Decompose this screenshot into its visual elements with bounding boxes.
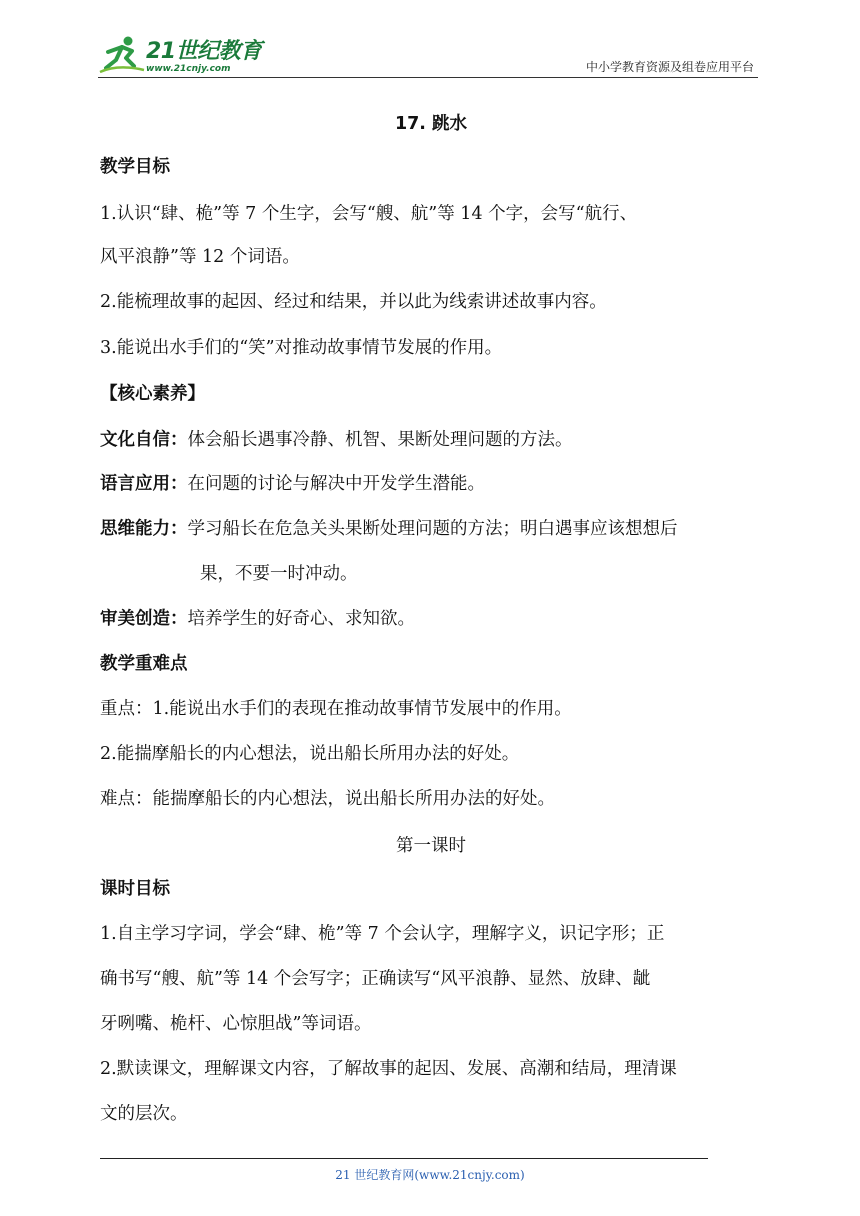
footer-divider xyxy=(100,1158,708,1159)
core-4-text: 培养学生的好奇心、求知欲。 xyxy=(187,609,415,629)
lesson-goal-1-line-1: 1.自主学习字词，学会“肆、桅”等 7 个会认字，理解字义，识记字形；正 xyxy=(100,924,665,944)
core-item-1 xyxy=(100,428,573,452)
core-3-label: 思维能力： xyxy=(100,519,188,539)
lesson-goal-1-line-3: 牙咧嘴、桅杆、心惊胆战”等词语。 xyxy=(100,1014,372,1034)
core-item-2 xyxy=(100,472,485,496)
logo-url: www.21cnjy.com xyxy=(146,64,231,74)
goal-1-line-2: 风平浪静”等 12 个词语。 xyxy=(100,247,300,267)
core-1-text: 体会船长遇事冷静、机智、果断处理问题的方法。 xyxy=(187,430,573,450)
key-point-1: 重点：1.能说出水手们的表现在推动故事情节发展中的作用。 xyxy=(100,699,572,719)
lesson-goals-heading: 课时目标 xyxy=(100,879,170,899)
core-3-text-line-2: 果，不要一时冲动。 xyxy=(200,564,358,584)
lesson-goal-1-line-2: 确书写“艘、航”等 14 个会写字；正确读写“风平浪静、显然、放肆、龇 xyxy=(100,969,651,989)
goal-2: 2.能梳理故事的起因、经过和结果，并以此为线索讲述故事内容。 xyxy=(100,292,607,312)
core-2-label: 语言应用： xyxy=(100,474,188,494)
platform-label: 中小学教育资源及组卷应用平台 xyxy=(585,60,754,74)
core-3-text-line-1: 学习船长在危急关头果断处理问题的方法；明白遇事应该想想后 xyxy=(187,519,678,539)
goal-1-line-1: 1.认识“肆、桅”等 7 个生字，会写“艘、航”等 14 个字，会写“航行、 xyxy=(100,204,638,224)
core-1-label: 文化自信： xyxy=(100,430,188,450)
footer-text: 21 世纪教育网(www.21cnjy.com) xyxy=(335,1168,525,1182)
core-4-label: 审美创造： xyxy=(100,609,188,629)
logo-text: 21世纪教育 xyxy=(146,39,262,64)
lesson-title: 17. 跳水 xyxy=(394,114,468,134)
page-header xyxy=(98,30,758,80)
site-logo xyxy=(98,34,268,76)
goal-3: 3.能说出水手们的“笑”对推动故事情节发展的作用。 xyxy=(100,338,503,358)
core-2-text: 在问题的讨论与解决中开发学生潜能。 xyxy=(187,474,485,494)
core-item-3 xyxy=(100,517,678,541)
difficulty: 难点：能揣摩船长的内心想法，说出船长所用办法的好处。 xyxy=(100,789,555,809)
header-divider xyxy=(98,77,758,78)
core-item-4 xyxy=(100,607,415,631)
goals-heading: 教学目标 xyxy=(100,157,170,177)
lesson-goal-2-line-2: 文的层次。 xyxy=(100,1104,188,1124)
key-heading: 教学重难点 xyxy=(100,654,188,674)
lesson-goal-2-line-1: 2.默读课文，理解课文内容，了解故事的起因、发展、高潮和结局，理清课 xyxy=(100,1059,677,1079)
lesson-label: 第一课时 xyxy=(396,836,466,856)
core-heading: 【核心素养】 xyxy=(100,384,205,404)
runner-icon xyxy=(98,34,146,76)
key-point-2: 2.能揣摩船长的内心想法，说出船长所用办法的好处。 xyxy=(100,744,520,764)
